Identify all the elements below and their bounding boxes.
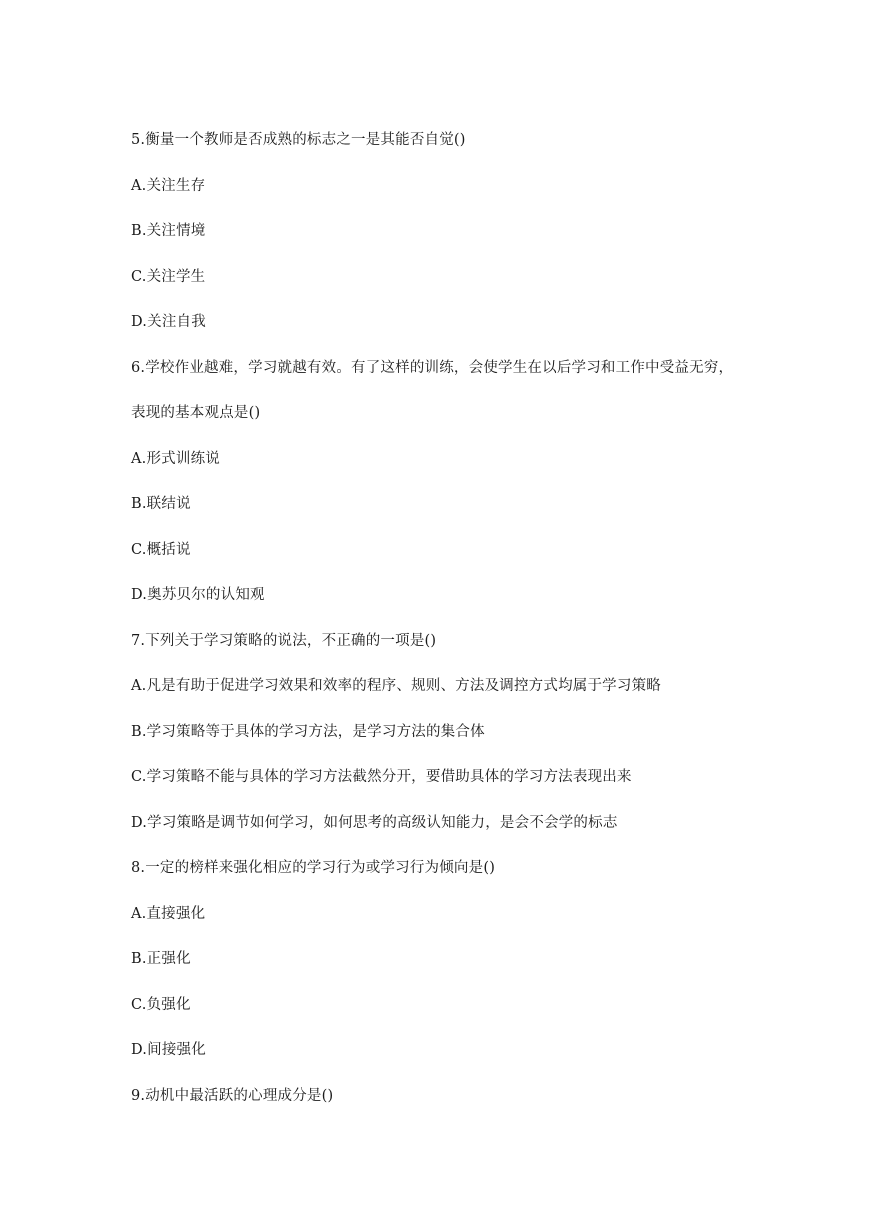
question-5-option-c: C.关注学生 bbox=[131, 268, 206, 285]
question-9-stem: 9.动机中最活跃的心理成分是() bbox=[131, 1087, 334, 1104]
question-8-option-b: B.正强化 bbox=[131, 951, 191, 967]
question-6-stem-line1: 6.学校作业越难，学习就越有效。有了这样的训练，会使学生在以后学习和工作中受益无穷， bbox=[131, 359, 734, 376]
question-7-option-a: A.凡是有助于促进学习效果和效率的程序、规则、方法及调控方式均属于学习策略 bbox=[131, 678, 661, 694]
question-5-option-b: B.关注情境 bbox=[131, 223, 206, 239]
question-8-option-c: C.负强化 bbox=[131, 996, 191, 1013]
question-8-stem: 8.一定的榜样来强化相应的学习行为或学习行为倾向是() bbox=[131, 860, 496, 876]
question-8-option-d: D.间接强化 bbox=[131, 1042, 206, 1058]
question-6-stem-line2: 表现的基本观点是() bbox=[131, 405, 261, 421]
question-5-stem: 5.衡量一个教师是否成熟的标志之一是其能否自觉() bbox=[131, 132, 466, 148]
question-7-option-b: B.学习策略等于具体的学习方法，是学习方法的集合体 bbox=[131, 723, 485, 740]
question-list bbox=[131, 126, 771, 1127]
question-6-option-c: C.概括说 bbox=[131, 541, 191, 558]
question-5-option-d: D.关注自我 bbox=[131, 314, 206, 330]
question-8-option-a: A.直接强化 bbox=[131, 905, 206, 922]
question-7-option-d: D.学习策略是调节如何学习，如何思考的高级认知能力，是会不会学的标志 bbox=[131, 814, 618, 831]
question-5-option-a: A.关注生存 bbox=[131, 177, 206, 194]
question-7-option-c: C.学习策略不能与具体的学习方法截然分开，要借助具体的学习方法表现出来 bbox=[131, 769, 632, 785]
question-6-option-b: B.联结说 bbox=[131, 496, 191, 512]
question-6-option-d: D.奥苏贝尔的认知观 bbox=[131, 587, 265, 603]
question-7-stem: 7.下列关于学习策略的说法，不正确的一项是() bbox=[131, 632, 437, 649]
question-6-option-a: A.形式训练说 bbox=[131, 450, 220, 467]
